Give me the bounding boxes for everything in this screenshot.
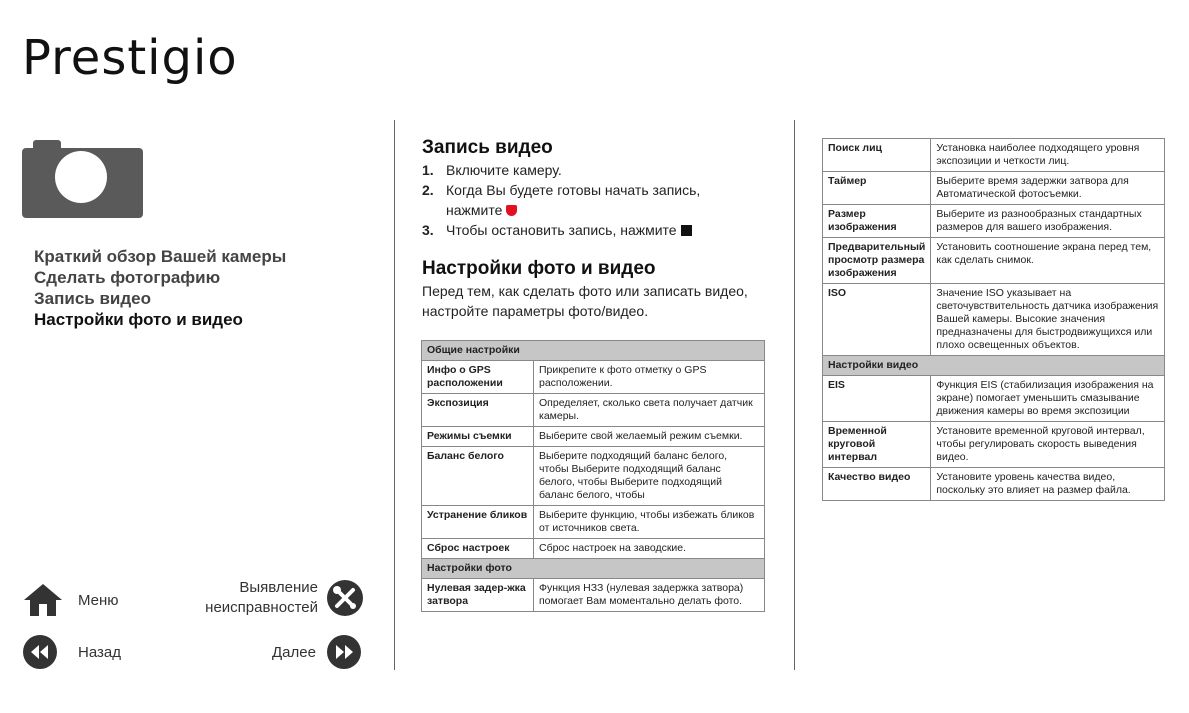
setting-name-cell: Нулевая задер-жка затвора xyxy=(422,579,534,612)
setting-name-cell: Качество видео xyxy=(823,468,931,501)
table-row xyxy=(422,539,765,559)
setting-description-cell: Выберите свой желаемый режим съемки. xyxy=(534,427,765,447)
record-button-icon xyxy=(506,205,517,216)
menu-item-record-video[interactable]: Запись видео xyxy=(34,289,151,308)
step-2: 2. Когда Вы будете готовы начать запись, xyxy=(422,182,701,198)
setting-name-cell: ISO xyxy=(823,284,931,356)
column-divider-left xyxy=(394,120,395,670)
table-row xyxy=(422,427,765,447)
setting-name-cell: Баланс белого xyxy=(422,447,534,506)
setting-name-cell: Инфо о GPS расположении xyxy=(422,361,534,394)
column-divider-right xyxy=(794,120,795,670)
fast-forward-icon xyxy=(326,634,362,670)
section-header-cell: Общие настройки xyxy=(422,341,765,361)
setting-name-cell: Таймер xyxy=(823,172,931,205)
table-section-header xyxy=(422,559,765,579)
menu-item-camera-overview[interactable]: Краткий обзор Вашей камеры xyxy=(34,247,287,266)
back-nav-button[interactable] xyxy=(22,634,121,670)
stop-button-icon xyxy=(681,225,692,236)
setting-description-cell: Выберите подходящий баланс белого, чтобы Выберите подходящий баланс белого, чтобы Выберите подходящий баланс белого, чтобы xyxy=(534,447,765,506)
menu-nav-button[interactable] xyxy=(22,582,119,618)
setting-name-cell: Режимы съемки xyxy=(422,427,534,447)
setting-name-cell: Предварительный просмотр размера изображения xyxy=(823,238,931,284)
setting-name-cell: Сброс настроек xyxy=(422,539,534,559)
setting-description-cell: Прикрепите к фото отметку о GPS расположении. xyxy=(534,361,765,394)
home-icon xyxy=(22,582,64,618)
table-row xyxy=(422,447,765,506)
setting-name-cell: EIS xyxy=(823,376,931,422)
brand-logo: Prestigio xyxy=(22,30,238,86)
setting-description-cell: Установите уровень качества видео, поскольку это влияет на размер файла. xyxy=(931,468,1165,501)
menu-nav-label: Меню xyxy=(78,591,119,609)
setting-description-cell: Определяет, сколько света получает датчик камеры. xyxy=(534,394,765,427)
back-nav-label: Назад xyxy=(78,643,121,661)
table-row xyxy=(823,172,1165,205)
setting-description-cell: Установите временной круговой интервал, чтобы регулировать скорость выведения видео. xyxy=(931,422,1165,468)
setting-description-cell: Установка наиболее подходящего уровня экспозиции и четкости лиц. xyxy=(931,139,1165,172)
setting-description-cell: Значение ISO указывает на светочувствительность датчика изображения Вашей камеры. Высокие значения предназначены для быстродвижущихся или плохо освещенных объектов. xyxy=(931,284,1165,356)
record-video-title: Запись видео xyxy=(422,137,553,158)
settings-intro: Перед тем, как сделать фото или записать видео, настройте параметры фото/видео. xyxy=(422,283,748,319)
step-2-cont: нажмите xyxy=(422,200,772,220)
setting-name-cell: Экспозиция xyxy=(422,394,534,427)
setting-description-cell: Функция EIS (стабилизация изображения на экране) помогает уменьшить смазывание движения камеры во время экспозиции xyxy=(931,376,1165,422)
table-row xyxy=(823,238,1165,284)
table-row xyxy=(823,205,1165,238)
table-row xyxy=(422,394,765,427)
section-header-cell: Настройки видео xyxy=(823,356,1165,376)
next-nav-button[interactable] xyxy=(272,634,362,670)
troubleshoot-label-line2: неисправностей xyxy=(205,599,318,616)
chapter-menu xyxy=(34,246,286,330)
tools-icon xyxy=(326,579,364,617)
next-nav-label: Далее xyxy=(272,643,316,661)
setting-description-cell: Выберите функцию, чтобы избежать бликов от источников света. xyxy=(534,506,765,539)
table-row xyxy=(422,506,765,539)
table-row xyxy=(823,284,1165,356)
video-settings-table xyxy=(822,138,1165,501)
rewind-icon xyxy=(22,634,58,670)
setting-description-cell: Выберите время задержки затвора для Автоматической фотосъемки. xyxy=(931,172,1165,205)
setting-name-cell: Устранение бликов xyxy=(422,506,534,539)
record-video-steps xyxy=(422,160,772,240)
setting-description-cell: Функция НЗЗ (нулевая задержка затвора) помогает Вам моментально делать фото. xyxy=(534,579,765,612)
table-row xyxy=(823,139,1165,172)
troubleshoot-label-line1: Выявление xyxy=(239,579,318,596)
troubleshoot-nav-button[interactable] xyxy=(200,578,364,618)
table-section-header xyxy=(823,356,1165,376)
setting-name-cell: Размер изображения xyxy=(823,205,931,238)
menu-item-photo-video-settings[interactable]: Настройки фото и видео xyxy=(34,310,243,329)
table-row xyxy=(823,468,1165,501)
step-1: 1. Включите камеру. xyxy=(422,162,562,178)
camera-icon-lens xyxy=(55,151,107,203)
table-section-header xyxy=(422,341,765,361)
setting-name-cell: Временной круговой интервал xyxy=(823,422,931,468)
setting-description-cell: Выберите из разнообразных стандартных размеров для вашего изображения. xyxy=(931,205,1165,238)
general-settings-table xyxy=(421,340,765,612)
menu-item-take-photo[interactable]: Сделать фотографию xyxy=(34,268,221,287)
setting-name-cell: Поиск лиц xyxy=(823,139,931,172)
table-row xyxy=(823,376,1165,422)
setting-description-cell: Установить соотношение экрана перед тем, как сделать снимок. xyxy=(931,238,1165,284)
table-row xyxy=(422,579,765,612)
section-header-cell: Настройки фото xyxy=(422,559,765,579)
table-row xyxy=(823,422,1165,468)
settings-title: Настройки фото и видео xyxy=(422,258,656,279)
setting-description-cell: Сброс настроек на заводские. xyxy=(534,539,765,559)
table-row xyxy=(422,361,765,394)
step-3: 3. Чтобы остановить запись, нажмите xyxy=(422,220,772,240)
